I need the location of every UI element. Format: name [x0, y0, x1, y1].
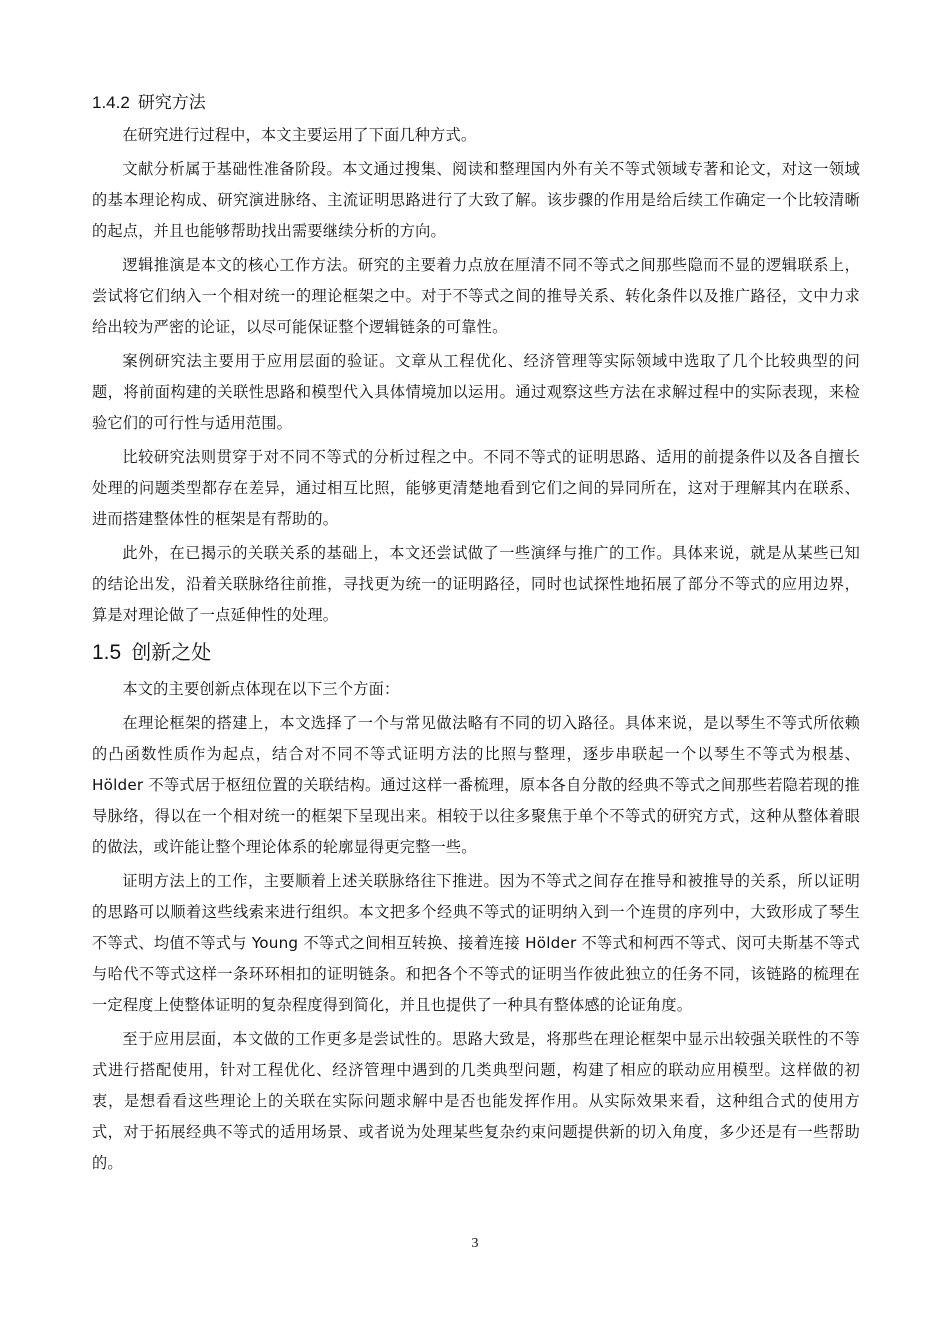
paragraph: 此外，在已揭示的关联关系的基础上，本文还尝试做了一些演绎与推广的工作。具体来说，就是从某些已知的结论出发，沿着关联脉络往前推，寻找更为统一的证明路径，同时也试探性地拓展了部分不等式的应用边界，算是对理论做了一点延伸性的处理。 — [92, 544, 860, 624]
paragraph: 比较研究法则贯穿于对不同不等式的分析过程之中。不同不等式的证明思路、适用的前提条件以及各自擅长处理的问题类型都存在差异，通过相互比照，能够更清楚地看到它们之间的异同所在，这对于理解其内在联系、进而搭建整体性的框架是有帮助的。 — [92, 448, 860, 528]
paragraph: 本文的主要创新点体现在以下三个方面： — [122, 680, 400, 698]
paragraph: 案例研究法主要用于应用层面的验证。文章从工程优化、经济管理等实际领域中选取了几个比较典型的问题，将前面构建的关联性思路和模型代入具体情境加以运用。通过观察这些方法在求解过程中的实际表现，来检验它们的可行性与适用范围。 — [92, 352, 860, 432]
paragraph: 在研究进行过程中，本文主要运用了下面几种方式。 — [122, 126, 477, 144]
paragraph: 至于应用层面，本文做的工作更多是尝试性的。思路大致是，将那些在理论框架中显示出较强关联性的不等式进行搭配使用，针对工程优化、经济管理中遇到的几类典型问题，构建了相应的联动应用模型。这样做的初衷，是想看看这些理论上的关联在实际问题求解中是否也能发挥作用。从实际效果来看，这种组合式的使用方式，对于拓展经典不等式的适用场景、或者说为处理某些复杂约束问题提供新的切入角度，多少还是有一些帮助的。 — [92, 1030, 860, 1172]
page-content — [92, 88, 860, 1182]
subsection-number: 1.4.2 — [92, 93, 130, 112]
section-number: 1.5 — [92, 641, 122, 664]
subsection-title: 研究方法 — [137, 93, 206, 113]
page-number: 3 — [471, 1236, 479, 1251]
paragraph: 文献分析属于基础性准备阶段。本文通过搜集、阅读和整理国内外有关不等式领域专著和论文，对这一领域的基本理论构成、研究演进脉络、主流证明思路进行了大致了解。该步骤的作用是给后续工作确定一个比较清晰的起点，并且也能够帮助找出需要继续分析的方向。 — [92, 160, 860, 240]
subsection-heading — [92, 88, 860, 118]
section-heading — [92, 635, 860, 670]
paragraph: 在理论框架的搭建上，本文选择了一个与常见做法略有不同的切入路径。具体来说，是以琴生不等式所依赖的凸函数性质作为起点，结合对不同不等式证明方法的比照与整理，逐步串联起一个以琴生不等式为根基、Hölder 不等式居于枢纽位置的关联结构。通过这样一番梳理，原本各自分散的经典不等式之间那些若隐若现的推导脉络，得以在一个相对统一的框架下呈现出来。相较于以往多聚焦于单个不等式的研究方式，这种从整体着眼的做法，或许能让整个理论体系的轮廓显得更完整一些。 — [92, 714, 860, 856]
paragraph: 逻辑推演是本文的核心工作方法。研究的主要着力点放在厘清不同不等式之间那些隐而不显的逻辑联系上，尝试将它们纳入一个相对统一的理论框架之中。对于不等式之间的推导关系、转化条件以及推广路径，文中力求给出较为严密的论证，以尽可能保证整个逻辑链条的可靠性。 — [92, 256, 860, 336]
paragraph: 证明方法上的工作，主要顺着上述关联脉络往下推进。因为不等式之间存在推导和被推导的关系，所以证明的思路可以顺着这些线索来进行组织。本文把多个经典不等式的证明纳入到一个连贯的序列中，大致形成了琴生不等式、均值不等式与 Young 不等式之间相互转换、接着连接 Hölder 不等式和柯西不等式、闵可夫斯基不等式与哈代不等式这样一条环环相扣的证明链条。和把各个不等式的证明当作彼此独立的任务不同，该链路的梳理在一定程度上使整体证明的复杂程度得到简化，并且也提供了一种具有整体感的论证角度。 — [92, 872, 860, 1014]
section-title: 创新之处 — [131, 640, 212, 664]
